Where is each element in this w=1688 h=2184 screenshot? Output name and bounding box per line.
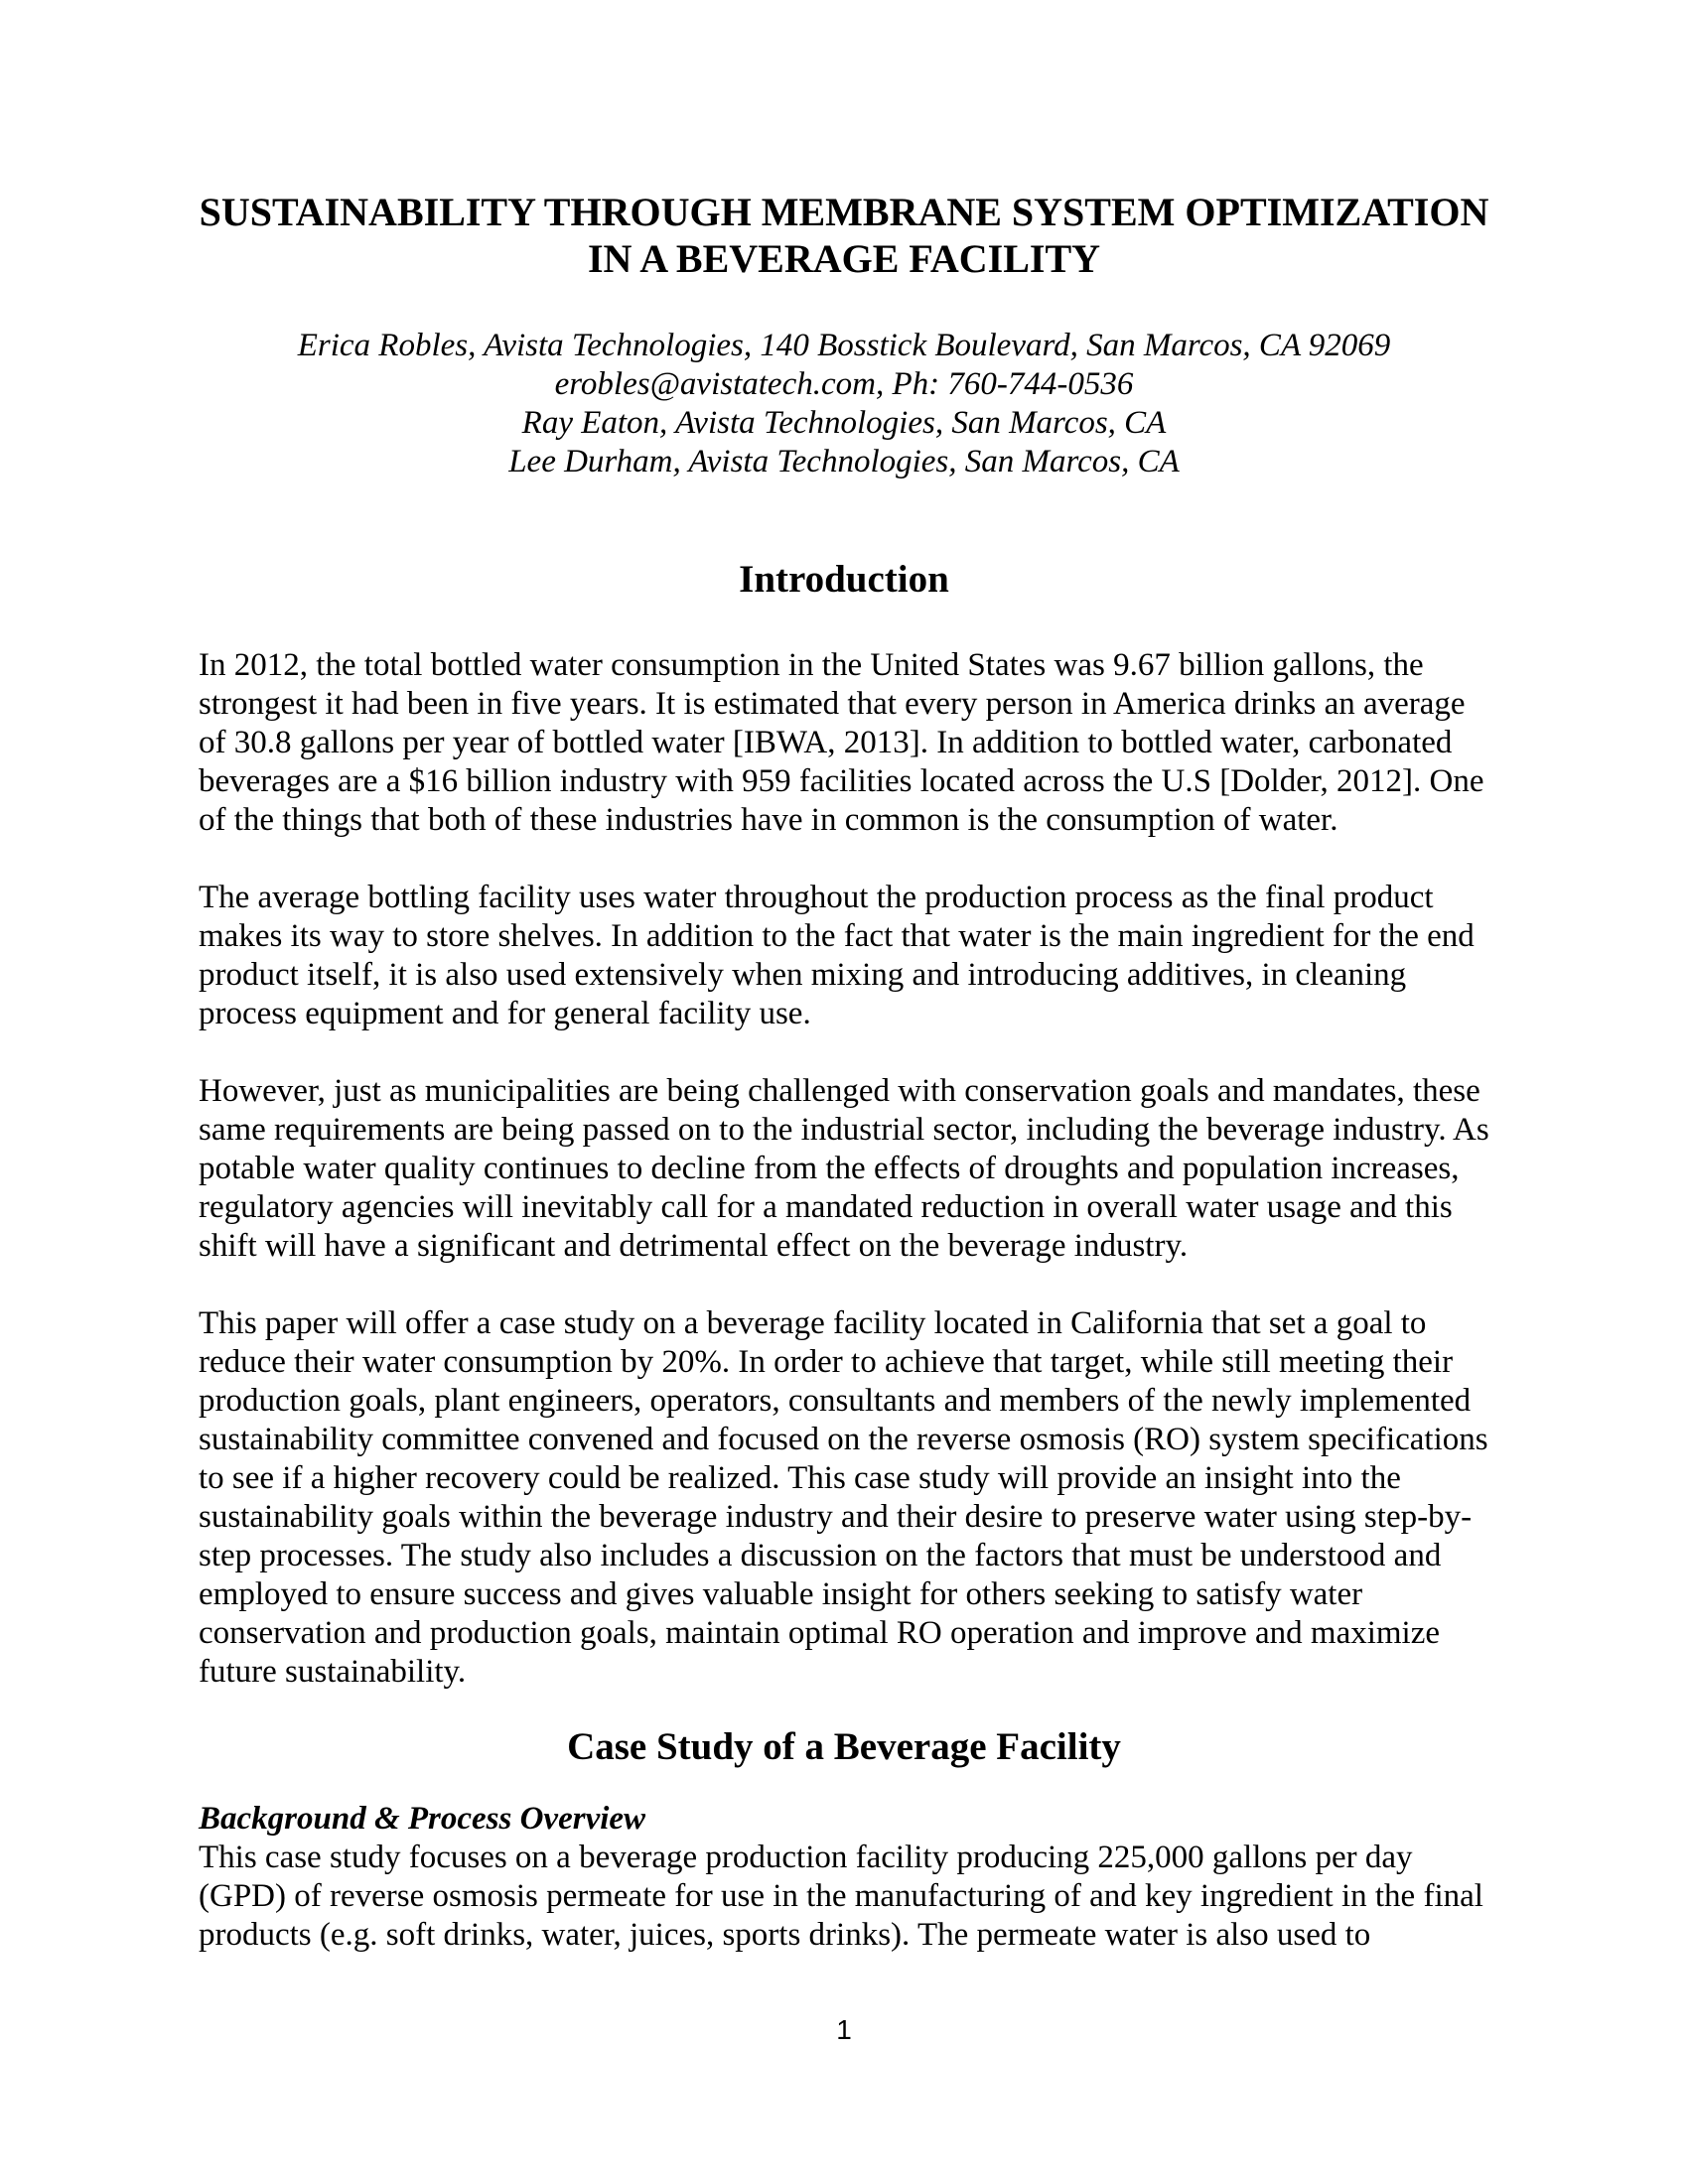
- paper-title-line-1: SUSTAINABILITY THROUGH MEMBRANE SYSTEM OPTIMIZATION: [199, 190, 1489, 234]
- introduction-paragraph-4: This paper will offer a case study on a beverage facility located in California that set a goal to reduce their water consumption by 20%. In order to achieve that target, while still meeting their production goals, plant engineers, operators, consultants and members of the newly implemented sustainability committee convened and focused on the reverse osmosis (RO) system specifications to see if a higher recovery could be realized. This case study will provide an insight into the sustainability goals within the beverage industry and their desire to preserve water using step-by-step processes. The study also includes a discussion on the factors that must be understood and employed to ensure success and gives valuable insight for others seeking to satisfy water conservation and production goals, maintain optimal RO operation and improve and maximize future sustainability.: [199, 1305, 1488, 1690]
- author-line-1: Erica Robles, Avista Technologies, 140 Bosstick Boulevard, San Marcos, CA 92069: [297, 328, 1391, 363]
- paper-title: [70, 189, 1618, 282]
- page-number: 1: [836, 2014, 852, 2045]
- author-line-2: erobles@avistatech.com, Ph: 760-744-0536: [554, 366, 1134, 402]
- author-block: [199, 327, 1489, 481]
- author-line-3: Ray Eaton, Avista Technologies, San Marcos, CA: [521, 405, 1167, 441]
- introduction-paragraph-2: The average bottling facility uses water throughout the production process as the final product makes its way to store shelves. In addition to the fact that water is the main ingredient for the end product itself, it is also used extensively when mixing and introducing additives, in cleaning process equipment and for general facility use.: [199, 880, 1475, 1031]
- case-study-paragraph-1: This case study focuses on a beverage production facility producing 225,000 gallons per day (GPD) of reverse osmosis permeate for use in the manufacturing of and key ingredient in the final products (e.g. soft drinks, water, juices, sports drinks). The permeate water is also used to: [199, 1840, 1483, 1953]
- subsection-heading-background-process-overview: Background & Process Overview: [199, 1801, 646, 1837]
- section-heading-case-study: Case Study of a Beverage Facility: [567, 1725, 1121, 1768]
- author-line-4: Lee Durham, Avista Technologies, San Marcos, CA: [508, 444, 1180, 479]
- paper-title-line-2: IN A BEVERAGE FACILITY: [587, 236, 1101, 281]
- introduction-paragraph-3: However, just as municipalities are being challenged with conservation goals and mandates, these same requirements are being passed on to the industrial sector, including the beverage industry. As potable water quality continues to decline from the effects of droughts and population increases, regulatory agencies will inevitably call for a mandated reduction in overall water usage and this shift will have a significant and detrimental effect on the beverage industry.: [199, 1073, 1489, 1264]
- introduction-paragraph-1: In 2012, the total bottled water consumption in the United States was 9.67 billion gallons, the strongest it had been in five years. It is estimated that every person in America drinks an average of 30.8 gallons per year of bottled water [IBWA, 2013]. In addition to bottled water, carbonated beverages are a $16 billion industry with 959 facilities located across the U.S [Dolder, 2012]. One of the things that both of these industries have in common is the consumption of water.: [199, 647, 1484, 838]
- section-heading-introduction: Introduction: [739, 558, 949, 601]
